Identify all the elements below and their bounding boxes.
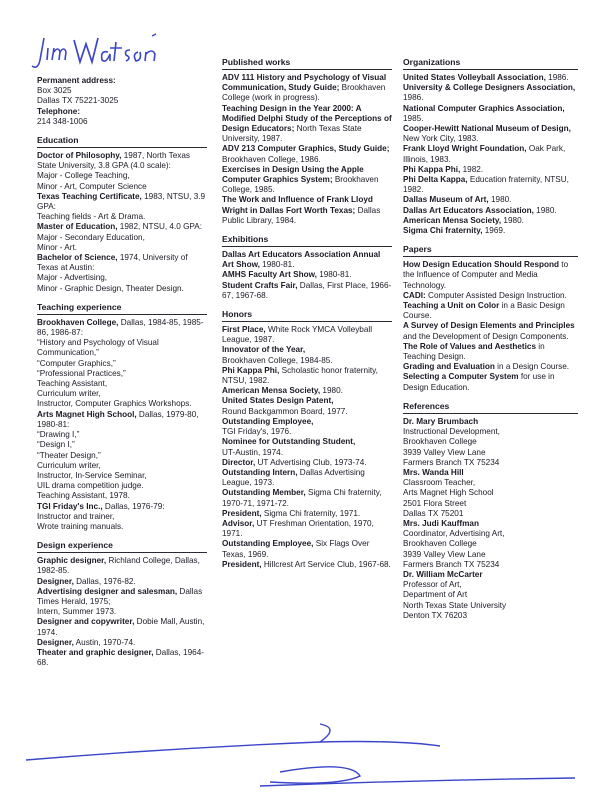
entry-item [222,250,392,270]
entry-text: Wrote training manuals. [37,521,124,531]
entry-head: Outstanding Member, [222,488,306,498]
entry-item [403,206,578,216]
entry-item [37,151,207,171]
entry-text: Minor - Graphic Design, Theater Design. [37,283,184,293]
entry-head: Master of Education, [37,222,118,232]
entry-text: in Teaching Design. [403,341,545,362]
entry-head: Phi Delta Kappa, [403,175,468,185]
entry-text: Major - Advertising, [37,273,108,283]
reference-line: Professor of Art, [403,580,462,590]
teaching-list [37,318,207,532]
reference-line: Classroom Teacher, [403,478,476,488]
signature-top [30,30,160,74]
entry-text: Round Backgammon Board, 1977. [222,406,348,416]
reference-line: Farmers Branch TX 75234 [403,457,500,467]
entry-head: Dallas Art Educators Association Annual Art Show, [222,250,381,270]
published-list [222,73,392,226]
entry-item [37,617,207,637]
entry-item [222,345,392,355]
entry-head: Frank Lloyd Wright Foundation, [403,144,527,154]
reference-name: Mrs. Wanda Hill [403,467,464,477]
reference-line: North Texas State University [403,600,507,610]
entry-head: President, [222,559,262,569]
entry-item [37,451,207,461]
entry-item [37,410,207,430]
entry-item [222,427,392,437]
entry-text: North Texas State University, 1987. [222,124,362,144]
entry-head: Exercises in Design Using the Apple Computer Graphics System; [222,164,364,185]
entry-text: Minor - Art, Computer Science [37,181,147,191]
entry-item [222,144,392,164]
entry-item [37,338,207,358]
entry-head: Grading and Evaluation [403,362,495,372]
entry-item [37,359,207,369]
entry-head: Graphic designer, [37,556,107,566]
signature-bottom-scribble [20,720,580,790]
entry-text: Brookhaven College, 1985. [222,175,379,195]
entry-item [37,379,207,389]
entry-head: Bachelor of Science, [37,253,118,263]
entry-item [222,458,392,468]
entry-item [403,301,578,321]
entry-text: White Rock YMCA Volleyball League, 1987. [222,325,373,345]
entry-text: for use in Design Education. [403,372,555,392]
telephone-label: Telephone: [37,106,81,116]
entry-head: Dallas Museum of Art, [403,195,489,205]
entry-item [37,318,207,338]
entry-item [37,638,207,648]
reference-line: 3939 Valley View Lane [403,447,486,457]
column-middle [222,57,392,570]
reference-line: Farmers Branch TX 75234 [403,559,500,569]
entry-text: Minor - Art. [37,242,78,252]
entry-text: Dallas, 1976-79: [102,501,165,511]
entry-text: Sigma Chi fraternity, 1971. [261,508,361,518]
entry-text: “Professional Practices,” [37,368,126,378]
address-line: Dallas TX 75221-3025 [37,96,119,106]
section-header-published: Published works [222,57,392,70]
entry-text: Dallas Public Library, 1984. [222,205,381,225]
entry-head: United States Volleyball Association, [403,73,546,82]
entry-item [222,468,392,488]
entry-text: Instructor, In-Service Seminar, [37,470,147,480]
entry-text: to the Influence of Computer and Media Technology. [403,260,569,290]
entry-text: 1974, University of Texas at Austin: [37,253,188,273]
column-left [37,76,207,668]
entry-text: 1986. [545,73,569,82]
entry-text: Teaching Assistant, 1978. [37,491,130,501]
entry-head: Cooper-Hewitt National Museum of Design, [403,124,571,134]
entry-item [37,430,207,440]
entry-text: Brookhaven College, 1986. [222,154,321,164]
reference-line: Department of Art [403,590,468,600]
entry-text: Richland College, Dallas, 1982-85. [37,556,200,576]
entry-head: Theater and graphic designer, [37,647,154,657]
entry-item [37,192,207,212]
entry-item [37,440,207,450]
entry-text: 1980-81. [316,270,352,280]
entry-text: Education fraternity, NTSU, 1982. [403,175,569,195]
entry-head: First Place, [222,325,266,335]
permanent-address-label: Permanent address: [37,76,116,85]
entry-head: Outstanding Intern, [222,467,298,477]
references-list [403,417,578,621]
exhibitions-list [222,250,392,301]
entry-item [37,212,207,222]
entry-item [37,273,207,283]
reference-line: Coordinator, Advertising Art, [403,529,505,539]
reference-line: Arts Magnet High School [403,488,494,498]
entry-item [37,369,207,379]
entry-text: Intern, Summer 1973. [37,607,117,617]
entry-head: University & College Designers Association, [403,83,576,93]
entry-item [37,182,207,192]
design-list [37,556,207,668]
entry-head: AMHS Faculty Art Show, [222,270,317,280]
section-header-references: References [403,401,578,414]
entry-text: 1986. [403,93,424,103]
entry-text: TGI Friday's, 1976. [222,427,292,437]
reference-line: Dallas TX 75201 [403,508,464,518]
entry-head: National Computer Graphics Association, [403,103,565,113]
entry-text: Hillcrest Art Service Club, 1967-68. [261,559,391,569]
entry-head: Teaching a Unit on Color [403,301,500,311]
entry-head: Selecting a Computer System [403,372,519,382]
entry-head: Designer and copywriter, [37,617,135,627]
entry-head: Texas Teaching Certificate, [37,191,142,201]
reference-line: 2501 Flora Street [403,498,467,508]
section-header-papers: Papers [403,244,578,257]
section-header-teaching: Teaching experience [37,302,207,315]
entry-item [222,366,392,386]
entry-item [37,522,207,532]
entry-item [222,270,392,280]
organizations-list [403,73,578,236]
reference-name: Dr. Mary Brumbach [403,416,479,426]
entry-text: “History and Psychology of Visual Communication,” [37,338,159,358]
entry-text: 1980. [488,195,512,205]
column-right [403,57,578,621]
entry-item [37,389,207,399]
entry-head: Director, [222,457,256,467]
entry-head: CADI: [403,290,426,300]
entry-head: Innovator of the Year, [222,345,306,355]
entry-item [403,83,578,103]
entry-item [37,556,207,576]
entry-item [37,284,207,294]
entry-item [37,399,207,409]
entry-text: Dallas, 1964-68. [37,647,205,668]
entry-head: Brookhaven College, [37,317,119,327]
entry-text: in a Design Course. [494,362,570,372]
entry-item [403,226,578,236]
entry-item [403,195,578,205]
entry-head: Student Crafts Fair, [222,280,298,290]
entry-text: Oak Park, Illinois, 1983. [403,144,566,164]
entry-head: Designer, [37,637,74,647]
entry-text: Curriculum writer, [37,460,101,470]
entry-item [222,104,392,145]
section-header-design: Design experience [37,540,207,553]
entry-text: 1987, North Texas State University, 3.8 GPA (4.0 scale): [37,151,191,171]
entry-text: Dallas Times Herald, 1975; [37,586,203,606]
entry-item [222,281,392,301]
entry-item [403,165,578,175]
entry-head: Sigma Chi fraternity, [403,226,483,236]
entry-item [403,104,578,124]
address-line: Box 3025 [37,86,72,96]
entry-item [37,171,207,181]
entry-item [222,73,392,104]
entry-item [403,372,578,392]
entry-head: American Mensa Society, [403,215,502,225]
entry-text: Curriculum writer, [37,389,101,399]
entry-head: Dallas Art Educators Association, [403,205,534,215]
entry-head: ADV 213 Computer Graphics, Study Guide; [222,144,390,154]
papers-list [403,260,578,393]
entry-item [37,577,207,587]
entry-item [37,471,207,481]
education-list [37,151,207,294]
entry-item [222,356,392,366]
entry-text: Scholastic honor fraternity, NTSU, 1982. [222,365,378,386]
entry-text: Major - Secondary Education, [37,232,145,242]
entry-text: 1980. [533,205,557,215]
entry-head: American Mensa Society, [222,386,321,396]
entry-item [403,260,578,291]
entry-item [222,509,392,519]
section-header-education: Education [37,135,207,148]
telephone-value: 214 348-1006 [37,116,88,126]
entry-text: Teaching Assistant, [37,379,108,389]
entry-item [37,481,207,491]
entry-head: A Survey of Design Elements and Principles [403,321,575,331]
entry-head: United States Design Patent, [222,396,334,406]
entry-item [37,648,207,668]
entry-text: 1980-81. [259,260,295,270]
entry-text: Brookhaven College (work in progress). [222,83,386,103]
entry-head: Doctor of Philosophy, [37,151,122,161]
entry-text: Brookhaven College, 1984-85. [222,355,333,365]
entry-text: Dobie Mall, Austin, 1974. [37,617,205,637]
entry-head: Phi Kappa Phi, [222,365,280,375]
entry-text: Teaching fields - Art & Drama. [37,212,146,222]
section-header-honors: Honors [222,309,392,322]
reference-line: Denton TX 76203 [403,610,468,620]
entry-text: in a Basic Design Course. [403,301,565,321]
entry-text: New York City, 1983. [403,134,479,144]
entry-head: Outstanding Employee, [222,539,314,549]
entry-head: Nominee for Outstanding Student, [222,437,356,447]
entry-item [37,512,207,522]
entry-item [222,448,392,458]
entry-item [222,417,392,427]
entry-item [222,407,392,417]
entry-text: UT-Austin, 1974. [222,447,283,457]
entry-text: Six Flags Over Texas, 1969. [222,539,370,559]
entry-item [222,386,392,396]
entry-item [403,291,578,301]
entry-item [222,396,392,406]
entry-text: 1980. [320,386,343,396]
entry-text: Computer Assisted Design Instruction. [425,290,567,300]
entry-item [403,73,578,83]
entry-text: Instructor and trainer, [37,511,115,521]
entry-head: Advisor, [222,518,255,528]
entry-item [403,362,578,372]
entry-head: TGI Friday's Inc., [37,501,103,511]
entry-item [37,233,207,243]
entry-head: The Role of Values and Aesthetics [403,341,537,351]
section-header-exhibitions: Exhibitions [222,234,392,247]
entry-head: How Design Education Should Respond [403,260,560,270]
section-header-organizations: Organizations [403,57,578,70]
entry-text: 1983, NTSU, 3.9 GPA: [37,191,206,212]
reference-name: Dr. William McCarter [403,569,483,579]
entry-head: The Work and Influence of Frank Lloyd Wright in Dallas Fort Worth Texas; [222,195,373,215]
entry-text: Dallas, First Place, 1966-67, 1967-68. [222,280,392,300]
entry-item [37,222,207,232]
entry-item [37,491,207,501]
entry-item [222,519,392,539]
entry-item [37,243,207,253]
entry-item [403,144,578,164]
entry-head: Advertising designer and salesman, [37,586,178,596]
entry-item [403,175,578,195]
entry-head: Teaching Design in the Year 2000: A Modified Delphi Study of the Perceptions of Design Educators; [222,103,392,134]
entry-head: President, [222,508,262,518]
entry-text: “Drawing I,” [37,430,80,440]
entry-text: UT Advertising Club, 1973-74. [255,457,367,467]
entry-item [222,195,392,226]
entry-item [37,607,207,617]
reference-line: 3939 Valley View Lane [403,549,486,559]
entry-item [403,342,578,362]
entry-text: Sigma Chi fraternity, 1970-71, 1971-72. [222,488,382,508]
entry-text: Dallas, 1976-82. [73,576,136,586]
entry-text: Dallas, 1984-85, 1985-86, 1986-87: [37,317,204,338]
entry-item [222,539,392,559]
entry-text: 1969. [482,226,506,236]
entry-head: ADV 111 History and Psychology of Visual Communication, Study Guide; [222,73,387,93]
entry-text: 1982, NTSU, 4.0 GPA: [117,222,203,232]
entry-item [403,124,578,144]
entry-text: Instructor, Computer Graphics Workshops. [37,399,192,409]
entry-item [222,488,392,508]
entry-text: “Design I,” [37,440,75,450]
entry-text: Major - College Teaching, [37,171,130,181]
entry-item [222,325,392,345]
entry-text: Dallas, 1979-80, 1980-81: [37,409,199,429]
entry-item [37,502,207,512]
entry-item [222,165,392,196]
entry-text: Austin, 1970-74. [73,637,136,647]
entry-head: Arts Magnet High School, [37,409,137,419]
entry-head: Outstanding Employee, [222,416,314,426]
entry-text: Dallas Advertising League, 1973. [222,467,365,488]
entry-item [37,587,207,607]
honors-list [222,325,392,570]
reference-line: Brookhaven College [403,539,477,549]
entry-head: Phi Kappa Phi, [403,164,461,174]
entry-text: and the Development of Design Components. [403,331,569,341]
entry-item [403,216,578,226]
entry-text: “Theater Design,” [37,450,101,460]
entry-head: Designer, [37,576,74,586]
entry-text: 1985. [403,113,424,123]
entry-text: “Computer Graphics,” [37,358,116,368]
reference-name: Mrs. Judi Kauffman [403,518,479,528]
entry-text: UIL drama competition judge. [37,481,144,491]
entry-item [37,253,207,273]
entry-text: 1980. [501,215,524,225]
entry-item [37,461,207,471]
entry-item [222,560,392,570]
entry-text: UT Freshman Orientation, 1970, 1971. [222,518,374,539]
reference-line: Instructional Development, [403,427,500,437]
entry-item [222,437,392,447]
entry-item [403,321,578,341]
entry-text: 1982. [460,164,484,174]
reference-line: Brookhaven College [403,437,477,447]
